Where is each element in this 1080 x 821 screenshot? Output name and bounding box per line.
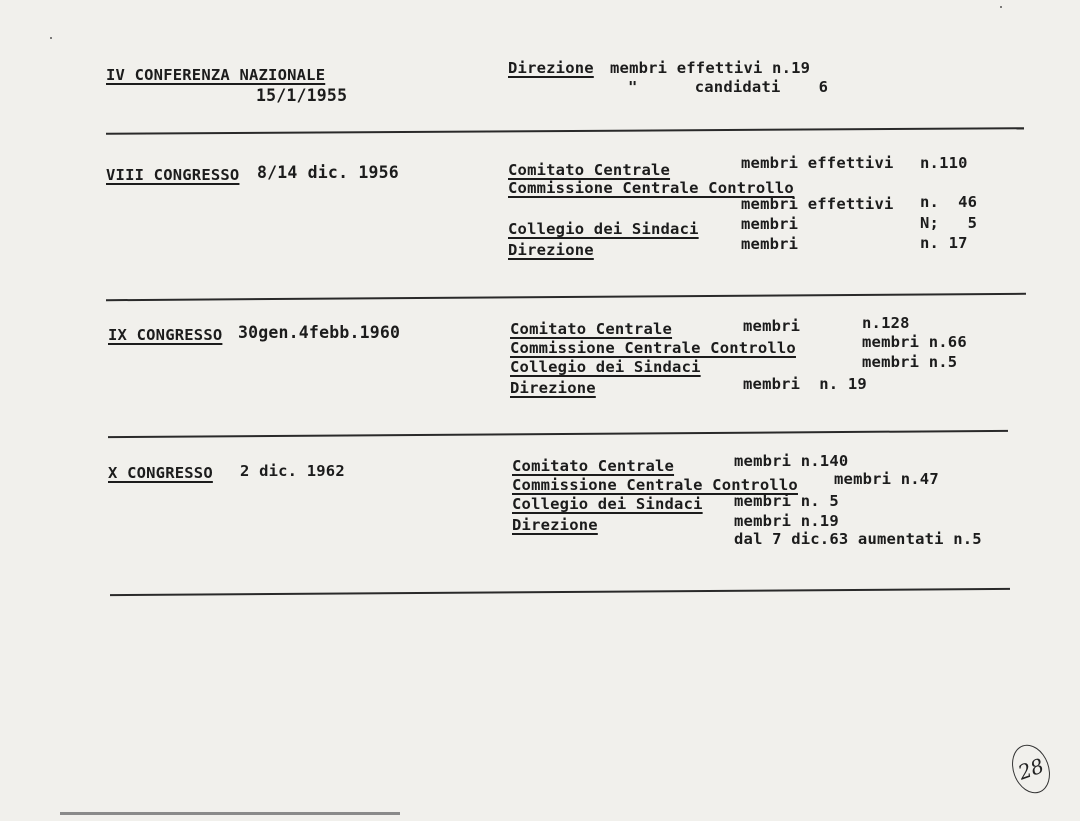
organ-detail: membri n.47 [834, 470, 939, 488]
organ-role: membri effettivi [741, 195, 894, 213]
organ-count: n.110 [920, 154, 968, 172]
organ-count: n. 17 [920, 234, 968, 252]
section-divider [108, 430, 1008, 438]
scan-edge-mark [60, 812, 400, 815]
organ-label: Commissione Centrale Controllo [510, 339, 796, 357]
organ-detail: membri n.66 [862, 333, 967, 351]
section-divider [106, 127, 1024, 135]
organ-detail: membri n.140 [734, 452, 849, 470]
scan-speck [50, 37, 52, 39]
event-title: X CONGRESSO [108, 464, 213, 482]
organ-label: Collegio dei Sindaci [512, 495, 703, 513]
event-date: 15/1/1955 [256, 86, 348, 105]
organ-label: Commissione Centrale Controllo [512, 476, 798, 494]
section-divider [110, 588, 1010, 596]
event-date: 2 dic. 1962 [240, 462, 345, 480]
event-date: 8/14 dic. 1956 [257, 163, 399, 182]
organ-detail: membri effettivi n.19 [610, 59, 811, 77]
event-title: VIII CONGRESSO [106, 166, 240, 184]
organ-detail: membri n. 19 [743, 375, 867, 393]
event-title: IV CONFERENZA NAZIONALE [106, 66, 326, 84]
organ-label: Comitato Centrale [510, 320, 673, 338]
page-number-stamp [1006, 739, 1057, 798]
organ-label: Collegio dei Sindaci [508, 220, 699, 238]
organ-detail: membri n.5 [862, 353, 958, 371]
page-number: 28 [1014, 753, 1048, 785]
section-divider [106, 293, 1026, 301]
event-title: IX CONGRESSO [108, 326, 223, 344]
organ-role: membri [743, 317, 801, 335]
event-date: 30gen.4febb.1960 [238, 323, 401, 342]
organ-label: Comitato Centrale [508, 161, 671, 179]
organ-detail: " candidati 6 [628, 78, 829, 96]
organ-detail: membri n. 5 [734, 492, 839, 510]
organ-role: membri effettivi [741, 154, 894, 172]
organ-note: dal 7 dic.63 aumentati n.5 [734, 530, 982, 548]
organ-count: n.128 [862, 314, 910, 332]
organ-detail: membri n.19 [734, 512, 839, 530]
organ-count: n. 46 [920, 193, 978, 211]
organ-count: N; 5 [920, 214, 978, 232]
organ-label: Direzione [510, 379, 596, 397]
organ-label: Comitato Centrale [512, 457, 675, 475]
organ-label: Direzione [508, 59, 594, 77]
organ-label: Commissione Centrale Controllo [508, 179, 794, 197]
organ-role: membri [741, 215, 799, 233]
scan-speck [1000, 6, 1002, 8]
organ-label: Direzione [512, 516, 598, 534]
organ-label: Collegio dei Sindaci [510, 358, 701, 376]
organ-label: Direzione [508, 241, 594, 259]
organ-role: membri [741, 235, 799, 253]
